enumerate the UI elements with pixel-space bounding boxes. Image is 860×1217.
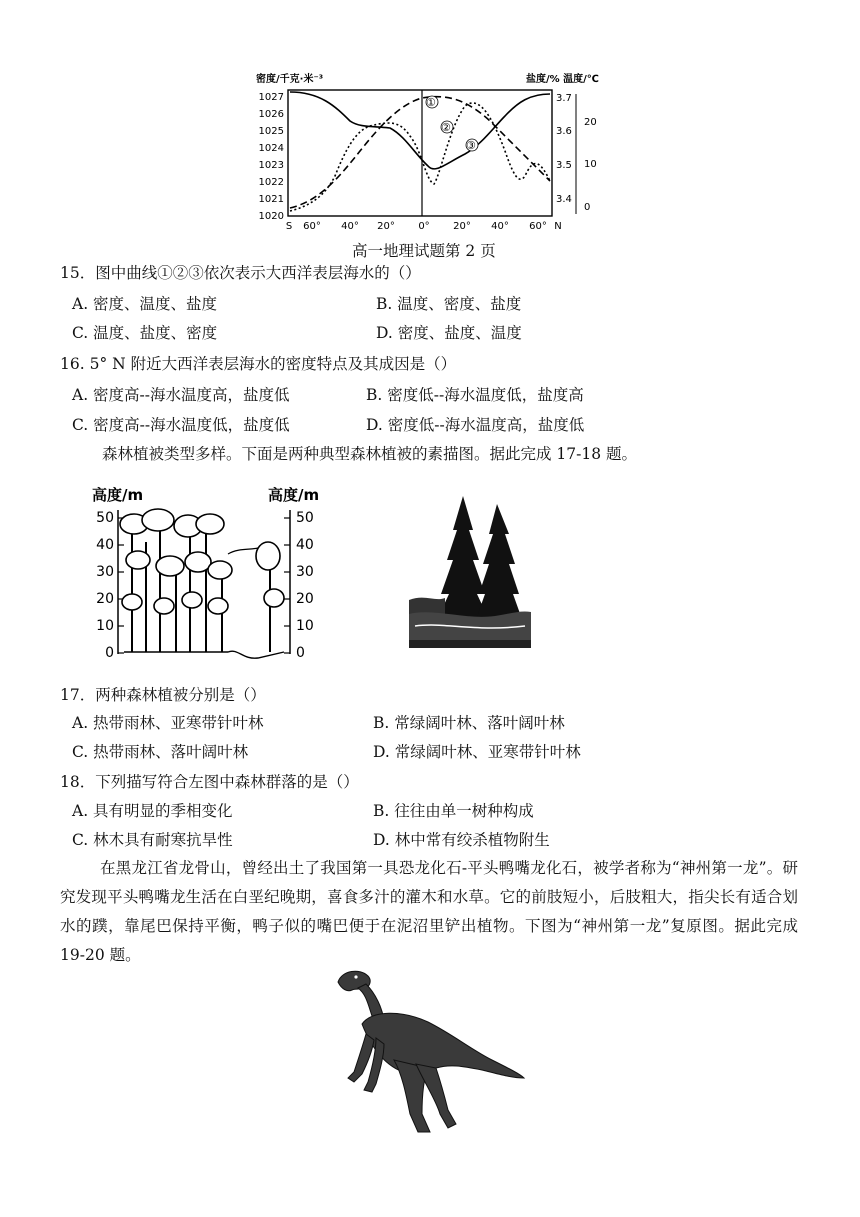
curve-label-2: ② xyxy=(441,121,451,134)
rainforest-axis-title-left: 高度/m xyxy=(92,486,144,504)
question-16-option-b: B. 密度低--海水温度低，盐度高 xyxy=(366,386,584,404)
height-tick: 50 xyxy=(96,510,114,526)
height-tick: 30 xyxy=(296,564,314,580)
salinity-tick: 3.4 xyxy=(556,194,572,205)
question-15-option-b: B. 温度、密度、盐度 xyxy=(376,295,522,313)
salinity-tick: 3.7 xyxy=(556,93,572,104)
temperature-tick: 20 xyxy=(584,117,597,128)
salinity-tick: 3.5 xyxy=(556,160,572,171)
question-15-option-c: C. 温度、盐度、密度 xyxy=(72,324,218,342)
question-18-option-b: B. 往往由单一树种构成 xyxy=(373,802,534,820)
question-18-option-a: A. 具有明显的季相变化 xyxy=(72,802,233,820)
density-tick: 1020 xyxy=(258,211,284,222)
ocean-chart xyxy=(250,66,600,238)
height-tick: 0 xyxy=(296,645,305,661)
question-17-option-d: D. 常绿阔叶林、亚寒带针叶林 xyxy=(373,743,581,761)
curve-3 xyxy=(290,92,550,169)
density-tick: 1022 xyxy=(258,177,284,188)
height-tick: 30 xyxy=(96,564,114,580)
curve-1 xyxy=(290,97,550,208)
latitude-tick: N xyxy=(554,221,562,232)
density-tick: 1025 xyxy=(258,126,284,137)
height-tick: 0 xyxy=(105,645,114,661)
question-16-option-d: D. 密度低--海水温度高，盐度低 xyxy=(366,416,585,434)
curve-label-3: ③ xyxy=(466,139,476,152)
latitude-tick: 0° xyxy=(418,221,430,232)
page-footer: 高一地理试题第 2 页 xyxy=(352,242,496,260)
density-tick: 1023 xyxy=(258,160,284,171)
question-17-option-b: B. 常绿阔叶林、落叶阔叶林 xyxy=(373,714,565,732)
question-18-option-c: C. 林木具有耐寒抗旱性 xyxy=(72,831,233,849)
latitude-tick: 20° xyxy=(453,221,471,232)
question-18-option-d: D. 林中常有绞杀植物附生 xyxy=(373,831,550,849)
chart-right-axis-title: 盐度/% 温度/℃ xyxy=(526,74,599,85)
density-tick: 1021 xyxy=(258,194,284,205)
intro-19-20: 在黑龙江省龙骨山，曾经出土了我国第一具恐龙化石-平头鸭嘴龙化石，被学者称为“神州第一龙”。研究发现平头鸭嘴龙生活在白垩纪晚期，喜食多汁的灌木和水草。它的前肢短小，后肢粗大，指尖长有适合划水的蹼，靠尾巴保持平衡，鸭子似的嘴巴便于在泥沼里铲出植物。下图为“神州第一龙”复原图。据此完成 19-20 题。 xyxy=(60,859,798,964)
chart-left-axis-title: 密度/千克·米⁻³ xyxy=(256,74,324,85)
question-16-stem: 16. 5° N 附近大西洋表层海水的密度特点及其成因是（） xyxy=(60,355,457,373)
question-16-option-c: C. 密度高--海水温度低，盐度低 xyxy=(72,416,290,434)
temperature-tick: 10 xyxy=(584,159,597,170)
height-tick: 40 xyxy=(96,537,114,553)
salinity-tick: 3.6 xyxy=(556,126,572,137)
question-18-stem: 18．下列描写符合左图中森林群落的是（） xyxy=(60,773,359,791)
density-tick: 1027 xyxy=(258,92,284,103)
intro-17-18: 森林植被类型多样。下面是两种典型森林植被的素描图。据此完成 17-18 题。 xyxy=(102,445,638,463)
question-17-option-c: C. 热带雨林、落叶阔叶林 xyxy=(72,743,249,761)
curve-label-1: ① xyxy=(426,96,436,109)
dinosaur-illustration xyxy=(332,964,527,1139)
rainforest-sketch xyxy=(88,482,343,664)
height-tick: 10 xyxy=(96,618,114,634)
height-tick: 10 xyxy=(296,618,314,634)
conifer-forest-sketch xyxy=(405,490,535,652)
latitude-tick: 40° xyxy=(491,221,509,232)
height-tick: 20 xyxy=(96,591,114,607)
question-15-stem: 15．图中曲线①②③依次表示大西洋表层海水的（） xyxy=(60,264,421,282)
height-tick: 20 xyxy=(296,591,314,607)
density-tick: 1026 xyxy=(258,109,284,120)
latitude-tick: 60° xyxy=(529,221,547,232)
question-15-option-d: D. 密度、盐度、温度 xyxy=(376,324,522,342)
height-tick: 40 xyxy=(296,537,314,553)
height-tick: 50 xyxy=(296,510,314,526)
temperature-tick: 0 xyxy=(584,202,591,213)
question-16-option-a: A. 密度高--海水温度高，盐度低 xyxy=(72,386,290,404)
latitude-tick: S xyxy=(285,221,293,232)
latitude-tick: 60° xyxy=(303,221,321,232)
question-17-option-a: A. 热带雨林、亚寒带针叶林 xyxy=(72,714,264,732)
question-15-option-a: A. 密度、温度、盐度 xyxy=(72,295,218,313)
latitude-tick: 20° xyxy=(377,221,395,232)
latitude-tick: 40° xyxy=(341,221,359,232)
question-17-stem: 17．两种森林植被分别是（） xyxy=(60,686,266,704)
density-tick: 1024 xyxy=(258,143,284,154)
rainforest-axis-title-right: 高度/m xyxy=(268,486,320,504)
